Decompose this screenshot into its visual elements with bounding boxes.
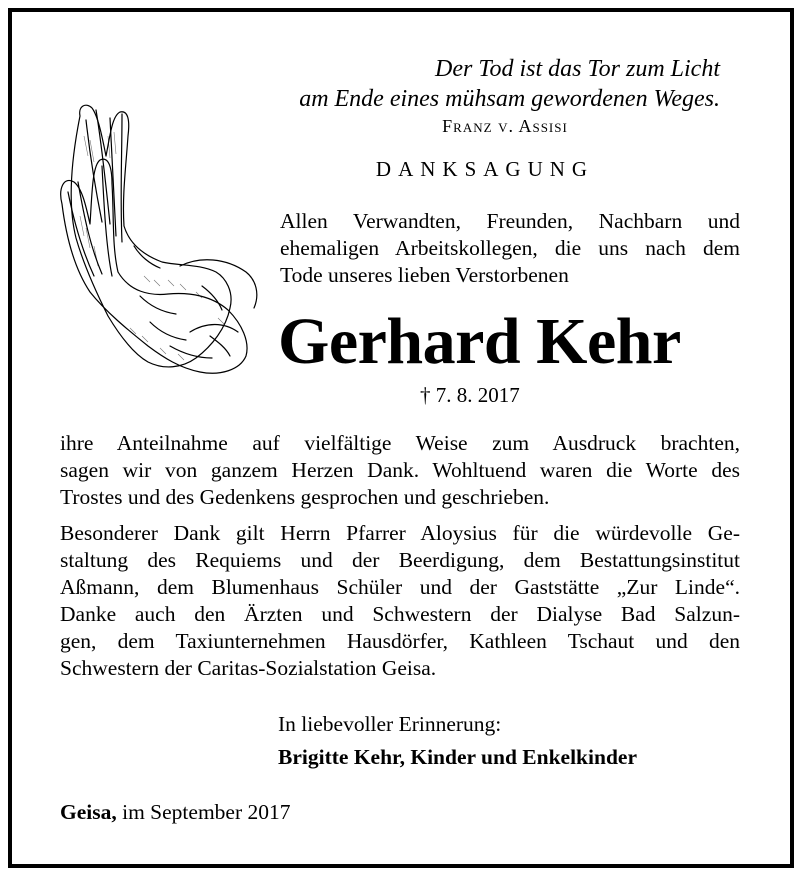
signers: Brigitte Kehr, Kinder und Enkelkinder: [278, 745, 637, 769]
quote-author: Franz v. Assisi: [442, 116, 568, 136]
paragraph-2-line: gen, dem Taxiunternehmen Hausdörfer, Kathleen Tschaut und den: [60, 629, 740, 653]
intro-line-3: Tode unseres lieben Verstorbenen: [280, 263, 569, 287]
quote-line-2: am Ende eines mühsam gewordenen Weges.: [299, 86, 720, 112]
death-date: † 7. 8. 2017: [420, 383, 520, 407]
paragraph-1: [60, 430, 740, 511]
paragraph-2-line: staltung des Requiems und der Beerdigung, dem Bestattungsinstitut: [60, 548, 740, 572]
paragraph-2: [60, 520, 740, 682]
paragraph-2-line: Schwestern der Caritas-Sozialstation Geisa.: [60, 656, 437, 680]
place-town: Geisa,: [60, 800, 117, 824]
intro-line-2: ehemaligen Arbeitskollegen, die uns nach dem: [280, 236, 740, 260]
intro-text: [280, 208, 740, 289]
intro-line-1: Allen Verwandten, Freunden, Nachbarn und: [280, 209, 740, 233]
place-date: [60, 800, 291, 825]
place-date-text: im September 2017: [122, 800, 291, 824]
paragraph-1-line: sagen wir von ganzem Herzen Dank. Wohltuend waren die Worte des: [60, 458, 740, 482]
paragraph-1-line: ihre Anteilnahme auf vielfältige Weise zum Ausdruck brachten,: [60, 431, 740, 455]
praying-hands-icon: [50, 96, 265, 378]
quote-line-1: Der Tod ist das Tor zum Licht: [435, 56, 720, 82]
closing-line: In liebevoller Erinnerung:: [278, 712, 502, 736]
notice-heading: DANKSAGUNG: [375, 157, 595, 181]
deceased-name: Gerhard Kehr: [278, 305, 681, 378]
paragraph-2-line: Danke auch den Ärzten und Schwestern der Dialyse Bad Salzun-: [60, 602, 740, 626]
paragraph-1-line: Trostes und des Gedenkens gesprochen und geschrieben.: [60, 485, 550, 509]
paragraph-2-line: Besonderer Dank gilt Herrn Pfarrer Aloysius für die würdevolle Ge-: [60, 521, 740, 545]
paragraph-2-line: Aßmann, dem Blumenhaus Schüler und der Gaststätte „Zur Linde“.: [60, 575, 740, 599]
